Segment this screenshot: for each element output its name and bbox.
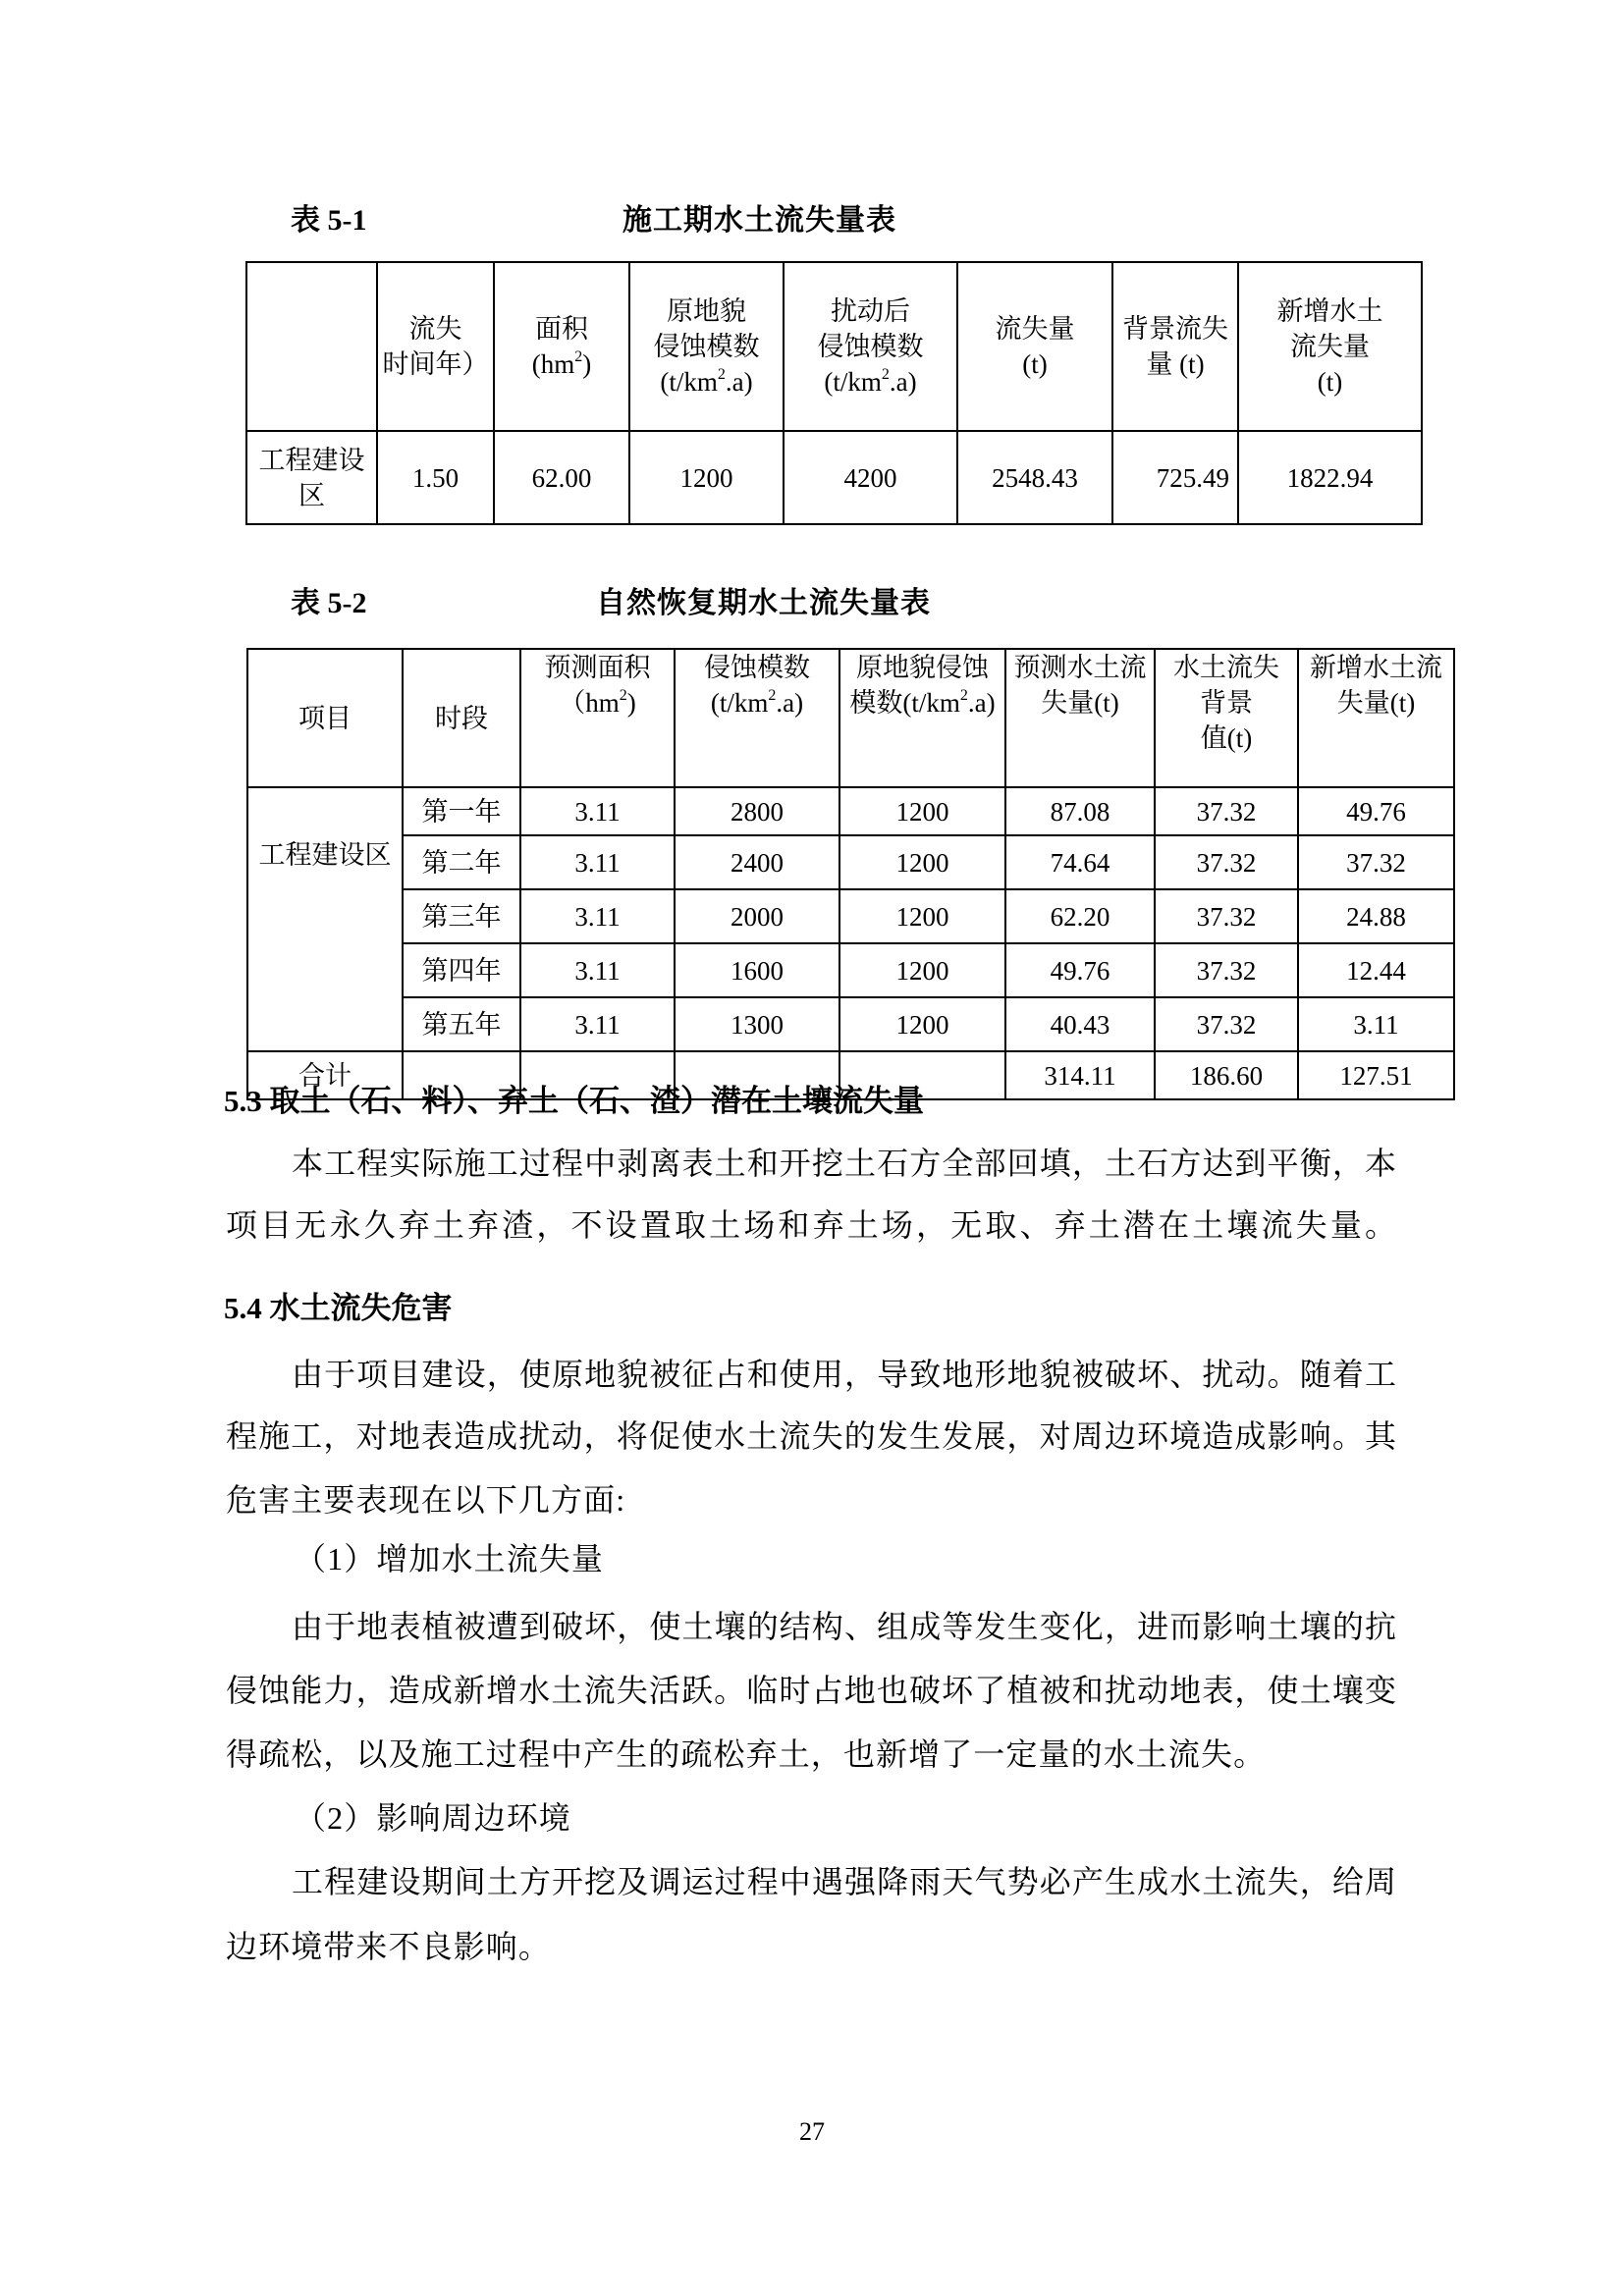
cell-original-modulus: 1200	[839, 943, 1005, 997]
cell-new-loss: 24.88	[1298, 889, 1454, 943]
paragraph-line: 项目无永久弃土弃渣，不设置取土场和弃土场，无取、弃土潜在土壤流失量。	[226, 1207, 1396, 1243]
header-cell-predicted-loss: 预测水土流 失量(t)	[1005, 649, 1155, 787]
header-cell-item: 项目	[247, 649, 403, 787]
header-cell-modulus: 侵蚀模数 $(t/km^2.a)$	[675, 649, 839, 787]
cell-background: 37.32	[1155, 997, 1298, 1051]
cell-new-loss: 49.76	[1298, 787, 1454, 835]
cell-period: 第一年	[403, 787, 520, 835]
cell-disturbed-modulus: 4200	[784, 431, 957, 524]
cell-area: 3.11	[520, 787, 675, 835]
table-5-1-header-row	[246, 262, 1422, 431]
cell-background: 37.32	[1155, 889, 1298, 943]
table-5-1-label: 表 5-1	[291, 204, 367, 237]
subheading-item-2: （2）影响周边环境	[295, 1800, 571, 1836]
cell-area: 3.11	[520, 943, 675, 997]
paragraph-line: 得疏松，以及施工过程中产生的疏松弃土，也新增了一定量的水土流失。	[226, 1736, 1267, 1772]
header-cell-new-loss: 新增水土流 失量(t)	[1298, 649, 1454, 787]
header-cell-blank	[246, 262, 377, 431]
paragraph-line: 本工程实际施工过程中剥离表土和开挖土石方全部回填，土石方达到平衡，本	[292, 1146, 1396, 1181]
cell-area: 62.00	[494, 431, 629, 524]
header-cell-disturbed-modulus: 扰动后 侵蚀模数 $(t/km^2.a)$	[784, 262, 957, 431]
paragraph-line: 由于地表植被遭到破坏，使土壤的结构、组成等发生变化，进而影响土壤的抗	[292, 1609, 1396, 1644]
cell-total-background: 186.60	[1155, 1051, 1298, 1099]
cell-original-modulus: 1200	[839, 997, 1005, 1051]
cell-background-loss: 725.49	[1112, 431, 1238, 524]
table-5-1-title: 施工期水土流失量表	[623, 204, 896, 237]
paragraph-line: 由于项目建设，使原地貌被征占和使用，导致地形地貌被破坏、扰动。随着工	[292, 1357, 1396, 1392]
cell-original-modulus: 1200	[839, 835, 1005, 889]
table-row	[247, 889, 1454, 943]
table-row	[247, 997, 1454, 1051]
cell-predicted-loss: 74.64	[1005, 835, 1155, 889]
table-row	[246, 431, 1422, 524]
paragraph-line: 危害主要表现在以下几方面:	[226, 1482, 626, 1518]
cell-area-name: 工程建设 区	[246, 431, 377, 524]
cell-new-loss: 12.44	[1298, 943, 1454, 997]
header-cell-duration: 流失 时间年）	[377, 262, 494, 431]
header-cell-predicted-area: 预测面积 $(hm^2)$	[520, 649, 675, 787]
table-5-2-header-row	[247, 649, 1454, 787]
cell-new-loss: 37.32	[1298, 835, 1454, 889]
cell-predicted-loss: 40.43	[1005, 997, 1155, 1051]
header-cell-original-modulus: 原地貌 侵蚀模数 $(t/km^2.a)$	[629, 262, 784, 431]
header-cell-new-loss: 新增水土 流失量 (t)	[1238, 262, 1422, 431]
cell-modulus: 1600	[675, 943, 839, 997]
cell-predicted-loss: 49.76	[1005, 943, 1155, 997]
cell-period: 第二年	[403, 835, 520, 889]
table-5-2-label: 表 5-2	[291, 587, 367, 619]
paragraph-line: 工程建设期间土方开挖及调运过程中遇强降雨天气势必产生成水土流失，给周	[292, 1864, 1396, 1899]
cell-period: 第五年	[403, 997, 520, 1051]
cell-original-modulus: 1200	[629, 431, 784, 524]
cell-new-loss: 3.11	[1298, 997, 1454, 1051]
table-row	[247, 787, 1454, 835]
cell-original-modulus: 1200	[839, 889, 1005, 943]
cell-original-modulus: 1200	[839, 787, 1005, 835]
cell-modulus: 2400	[675, 835, 839, 889]
cell-area: 3.11	[520, 997, 675, 1051]
paragraph-line: 程施工，对地表造成扰动，将促使水土流失的发生发展，对周边环境造成影响。其	[226, 1418, 1396, 1454]
cell-background: 37.32	[1155, 835, 1298, 889]
header-cell-background-loss: 背景流失 量 (t)	[1112, 262, 1238, 431]
cell-area: 3.11	[520, 889, 675, 943]
paragraph-line: 侵蚀能力，造成新增水土流失活跃。临时占地也破坏了植被和扰动地表，使土壤变	[226, 1673, 1396, 1708]
cell-area: 3.11	[520, 835, 675, 889]
cell-modulus: 2800	[675, 787, 839, 835]
cell-total-predicted-loss: 314.11	[1005, 1051, 1155, 1099]
cell-loss: 2548.43	[957, 431, 1112, 524]
header-cell-background: 水土流失 背景 值(t)	[1155, 649, 1298, 787]
header-cell-area: 面积 $(hm^2)$	[494, 262, 629, 431]
table-5-1	[245, 261, 1423, 525]
table-5-2-title: 自然恢复期水土流失量表	[596, 587, 931, 619]
section-5-4-heading: 5.4 水土流失危害	[224, 1291, 453, 1325]
cell-background: 37.32	[1155, 943, 1298, 997]
subheading-item-1: （1）增加水土流失量	[295, 1541, 605, 1576]
header-cell-loss: 流失量 (t)	[957, 262, 1112, 431]
cell-modulus: 2000	[675, 889, 839, 943]
cell-total-new-loss: 127.51	[1298, 1051, 1454, 1099]
cell-predicted-loss: 87.08	[1005, 787, 1155, 835]
cell-modulus: 1300	[675, 997, 839, 1051]
table-row	[247, 943, 1454, 997]
cell-total-label: 合计	[247, 1051, 403, 1099]
header-cell-period: 时段	[403, 649, 520, 787]
table-5-2	[246, 648, 1455, 1100]
page-number: 27	[799, 2117, 825, 2146]
cell-background: 37.32	[1155, 787, 1298, 835]
section-5-3-heading: 5.3 取土（石、料）、弃土（石、渣）潜在土壤流失量	[224, 1084, 924, 1118]
header-cell-original-modulus: 原地貌侵蚀 模数$(t/km^2.a)$	[839, 649, 1005, 787]
cell-new-loss: 1822.94	[1238, 431, 1422, 524]
cell-period: 第三年	[403, 889, 520, 943]
cell-period: 第四年	[403, 943, 520, 997]
cell-group-label: 工程建设区	[247, 787, 403, 1051]
table-row	[247, 835, 1454, 889]
paragraph-line: 边环境带来不良影响。	[226, 1929, 552, 1964]
cell-predicted-loss: 62.20	[1005, 889, 1155, 943]
cell-duration: 1.50	[377, 431, 494, 524]
